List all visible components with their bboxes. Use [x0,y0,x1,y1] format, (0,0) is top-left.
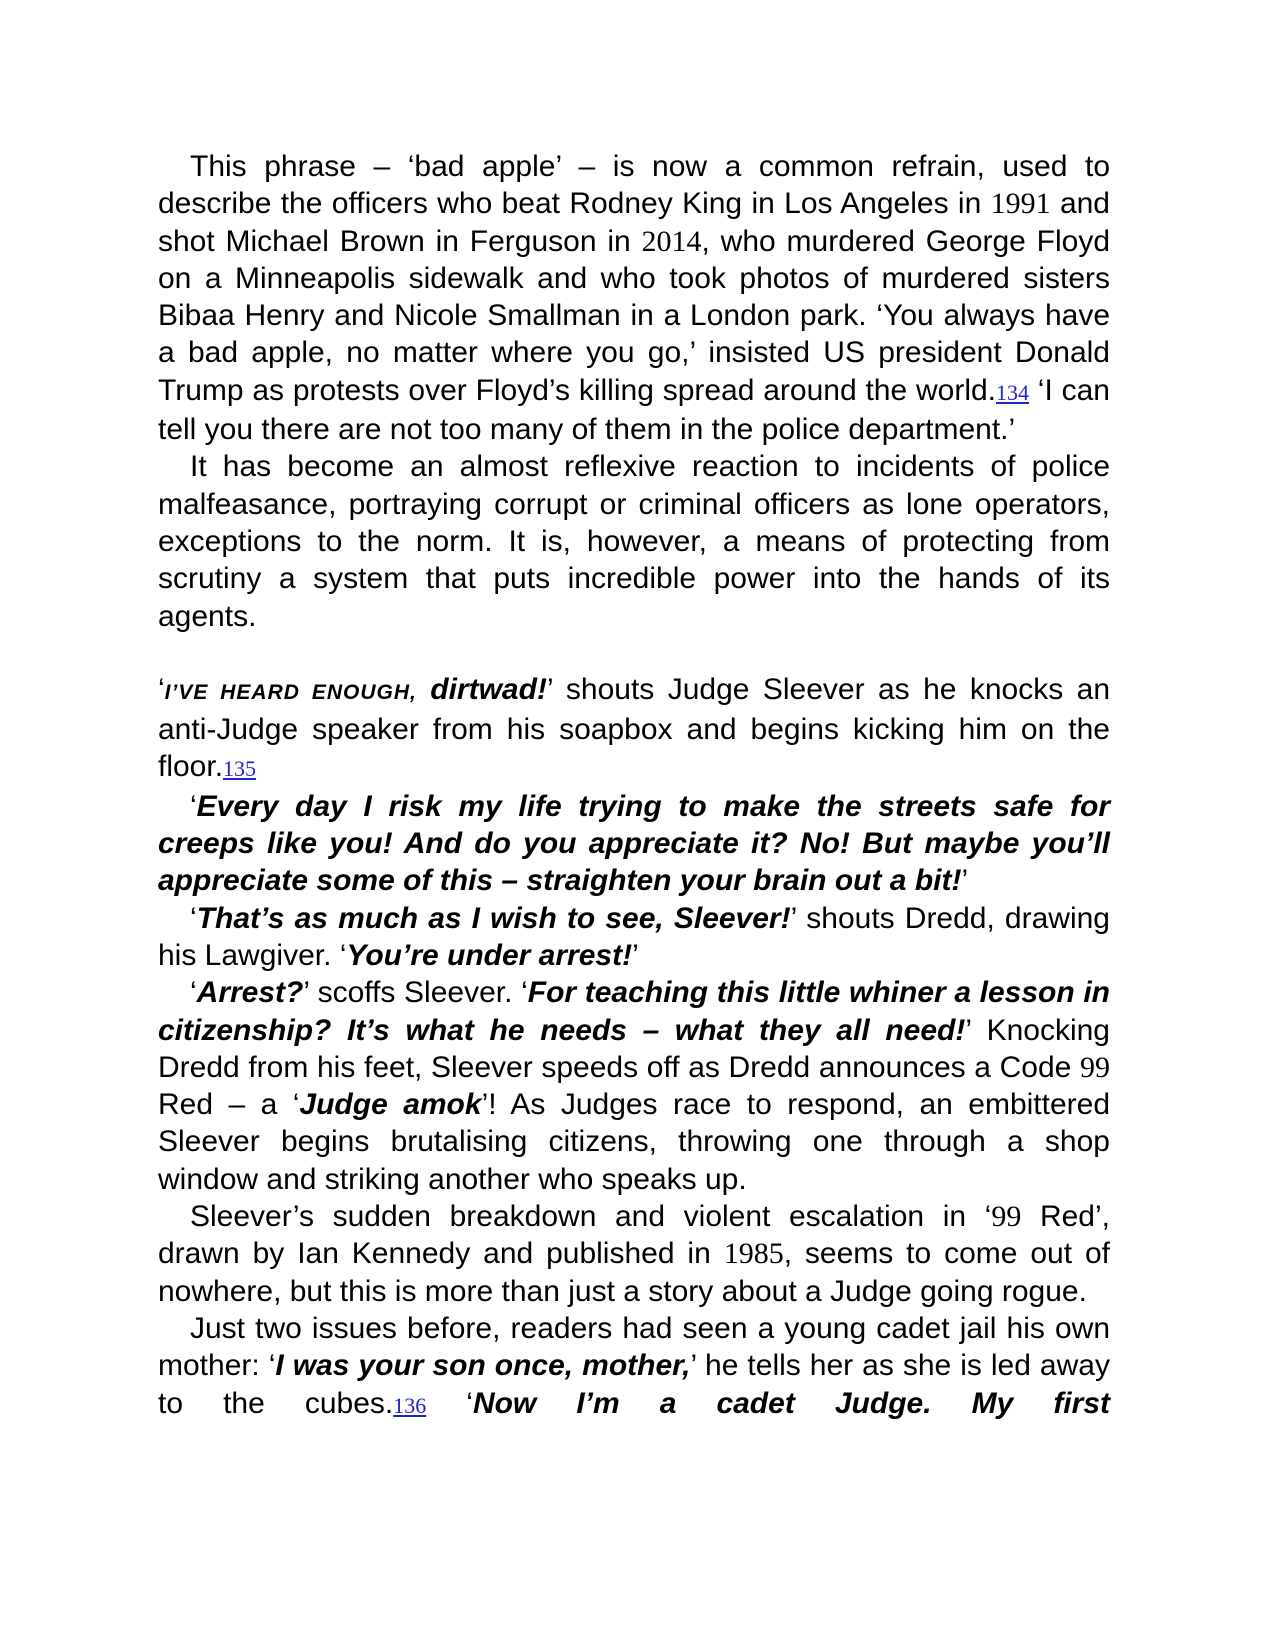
paragraph-sleever-shouts [158,671,1110,788]
paragraph-young-cadet [158,1310,1110,1424]
quote-mark: ’ [961,864,969,898]
paragraph-99-red [158,1198,1110,1310]
text-span: ’ he tells her as she is led away to the cubes. [158,1349,1110,1420]
dialogue: dirtwad! [416,672,547,706]
text-span: , who murdered George Floyd on a Minneapolis sidewalk and who took photos of murdered sisters Bibaa Henry and Nicole Smallman in a London park. ‘You always have a bad apple, no matter where you go,’ insisted US president Donald Trump as protests over Floyd’s killing spread around the world. [158,224,1111,407]
quote-mark: ‘ [158,672,165,706]
quote-mark: ‘ [190,789,197,823]
text-span: This phrase – ‘bad apple’ – is now a common refrain, used to describe the officers who beat Rodney King in Los Angeles in [158,150,1110,221]
text-span: Just two issues before, readers had seen a young cadet jail his own mother: ‘ [158,1311,1110,1383]
quote-mark: ‘ [190,976,197,1010]
dialogue: Now I’m a cadet Judge. My first [472,1386,1110,1420]
footnote-link-136[interactable]: 136 [393,1392,427,1418]
dialogue: Judge amok [299,1088,482,1122]
text-span: Red’, drawn by Ian Kennedy and published in [158,1200,1110,1271]
text-span: shouts Judge Sleever as he knocks an anti-Judge speaker from his soapbox and begins kicking him on the floor. [158,672,1111,784]
quote-mark: ’ [632,938,639,972]
text-span: ‘I can tell you there are not too many of them in the police department.’ [158,373,1110,447]
text-span: ’ shouts Dredd, drawing his Lawgiver. ‘ [158,901,1110,972]
dialogue: For teaching this little whiner a lesson in citizenship? It’s what he needs – what they all need! [158,976,1111,1047]
paragraph-sleever-rant [158,788,1110,900]
dialogue: That’s as much as I wish to see, Sleever! [196,901,791,935]
quote-mark: ‘ [190,901,197,935]
quote-mark: ’ [546,672,553,706]
text-span: ’ Knocking Dredd from his feet, Sleever speeds off as Dredd announces a Code [158,1013,1110,1084]
paragraph-dredd-arrest [158,900,1110,975]
section-break [158,635,1110,671]
paragraph-reflexive-reaction: It has become an almost reflexive reaction to incidents of police malfeasance, portraying corrupt or criminal officers as lone operators, exceptions to the norm. It is, however, a means of protecting from scrutiny a system that puts incredible power into the hands of its agents. [158,450,1110,633]
text-span: , seems to come out of nowhere, but this is more than just a story about a Judge going rogue. [158,1237,1110,1308]
dialogue: I was your son once, mother, [275,1349,691,1383]
body-text [158,148,1110,1424]
dialogue: You’re under arrest! [346,938,633,972]
year-1991: 1991 [990,187,1051,221]
paragraph-bad-apple [158,148,1110,448]
year-1985: 1985 [723,1237,784,1271]
text-span: ’! As Judges race to respond, an embittered Sleever begins brutalising citizens, throwing one through a shop window and striking another who speaks up. [158,1088,1111,1196]
footnote-link-134[interactable]: 134 [996,379,1029,405]
text-span: Red – a ‘ [158,1088,300,1122]
code-number: 99 [1080,1050,1110,1084]
year-2014: 2014 [641,224,702,258]
dialogue: Every day I risk my life trying to make the streets safe for creeps like you! And do you appreciate it? No! But maybe you’ll appreciate some of this – straighten your brain out a bit! [158,789,1110,898]
text-span: ’ scoffs Sleever. ‘ [303,976,528,1010]
dialogue: Arrest? [196,976,304,1010]
paragraph-sleever-scoffs [158,974,1110,1198]
text-span: and shot Michael Brown in Ferguson in [158,187,1110,258]
small-caps-opening: I’VE HEARD ENOUGH, [164,680,417,704]
text-span: ‘ [426,1386,473,1420]
code-number: 99 [991,1200,1022,1234]
footnote-link-135[interactable]: 135 [223,756,257,782]
text-span: Sleever’s sudden breakdown and violent escalation in ‘ [190,1200,992,1234]
